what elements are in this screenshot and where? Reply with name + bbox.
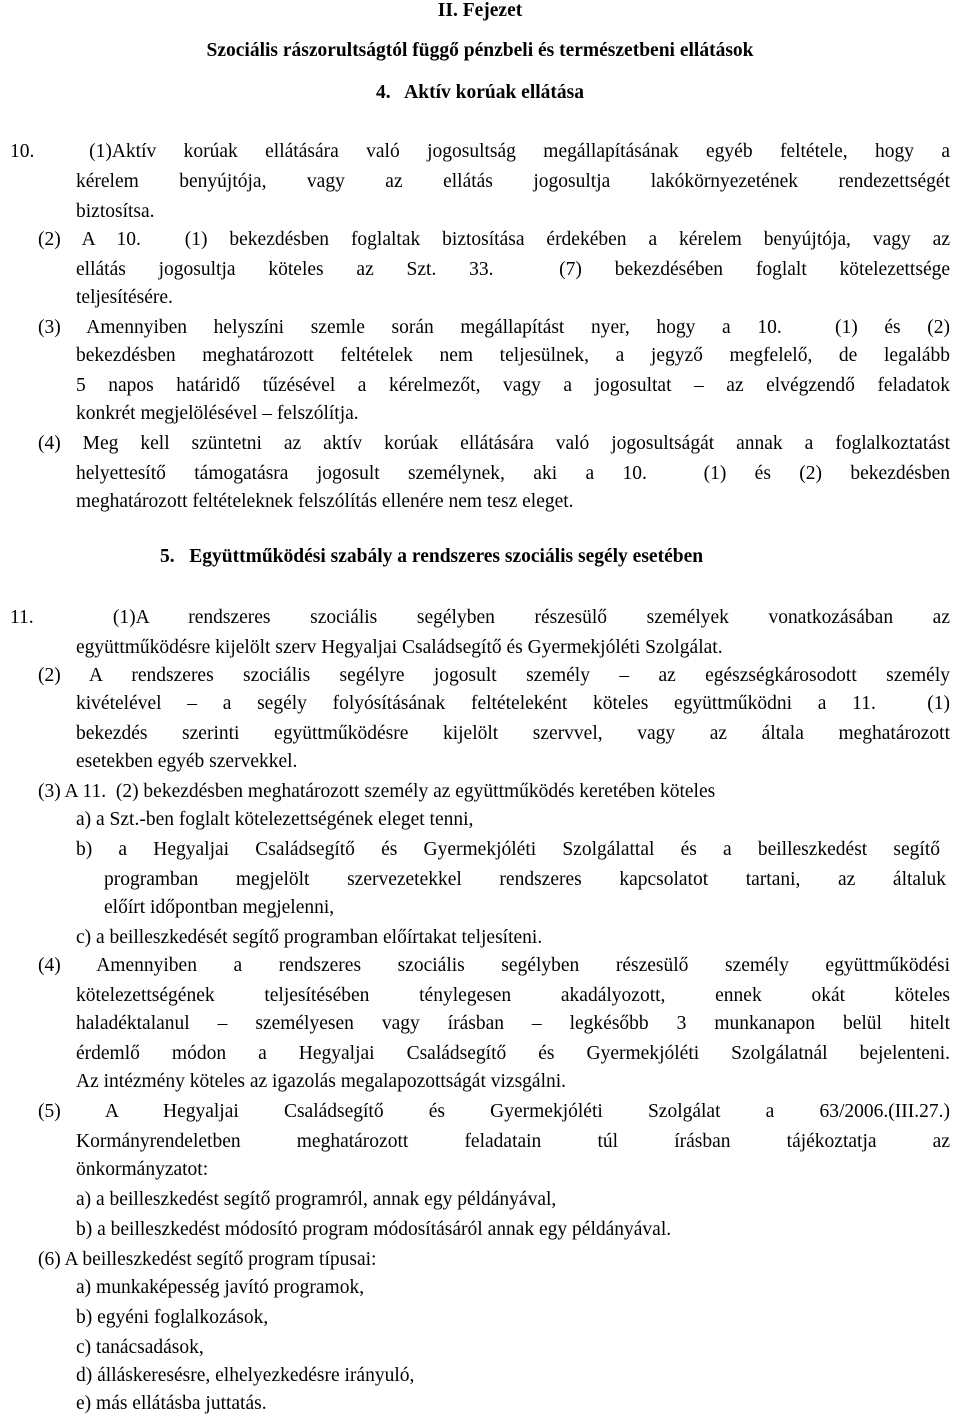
p11-line-6: esetekben egyéb szervekkel. <box>76 751 298 772</box>
p11-line-2: együttműködésre kijelölt szerv Hegyaljai Családsegítő és Gyermekjóléti Szolgálat. <box>76 637 723 658</box>
p10-line-2: kérelem benyújtója, vagy az ellátás jogosultja lakókörnyezetének rendezettségét <box>76 171 950 192</box>
p10-line-11: (4) Meg kell szüntetni az aktív korúak ellátására való jogosultságát annak a foglalkoztatást <box>38 433 950 454</box>
p11-line-26: c) tanácsadások, <box>76 1337 204 1358</box>
p11-line-22: b) a beilleszkedést módosító program módosításáról annak egy példányával. <box>76 1219 672 1240</box>
p10-line-4: (2) A 10. (1) bekezdésben foglaltak biztosítása érdekében a kérelem benyújtója, vagy az <box>38 229 950 250</box>
p10-line-12: helyettesítő támogatásra jogosult személynek, aki a 10. (1) és (2) bekezdésben <box>76 463 950 484</box>
p11-line-12: c) a beilleszkedését segítő programban előírtakat teljesíteni. <box>76 927 543 948</box>
p11-line-25: b) egyéni foglalkozások, <box>76 1307 269 1328</box>
p11-line-10: programban megjelölt szervezetekkel rendszeres kapcsolatot tartani, az általuk <box>104 869 946 890</box>
p11-line-11: előírt időpontban megjelenni, <box>104 897 335 918</box>
p11-line-17: Az intézmény köteles az igazolás megalapozottságát vizsgálni. <box>76 1071 567 1092</box>
p11-line-24: a) munkaképesség javító programok, <box>76 1277 365 1298</box>
p11-line-27: d) álláskeresésre, elhelyezkedésre irányuló, <box>76 1365 415 1386</box>
p11-line-3: (2) A rendszeres szociális segélyre jogosult személy – az egészségkárosodott személy <box>38 665 950 686</box>
p10-line-1: 10. (1)Aktív korúak ellátására való jogosultság megállapításának egyéb feltétele, hogy a <box>10 141 950 162</box>
p11-line-20: önkormányzatot: <box>76 1159 209 1180</box>
p10-line-7: (3) Amennyiben helyszíni szemle során megállapítást nyer, hogy a 10. (1) és (2) <box>38 317 950 338</box>
p11-line-8: a) a Szt.-ben foglalt kötelezettségének eleget tenni, <box>76 809 474 830</box>
p11-line-7: (3) A 11. (2) bekezdésben meghatározott személy az együttműködés keretében köteles <box>38 781 716 802</box>
p11-line-13: (4) Amennyiben a rendszeres szociális segélyben részesülő személy együttműködési <box>38 955 950 976</box>
p11-line-4: kivételével – a segély folyósításának feltételeként köteles együttműködni a 11. (1) <box>76 693 950 714</box>
p11-line-19: Kormányrendeletben meghatározott feladatain túl írásban tájékoztatja az <box>76 1131 950 1152</box>
p11-line-18: (5) A Hegyaljai Családsegítő és Gyermekjóléti Szolgálat a 63/2006.(III.27.) <box>38 1101 950 1122</box>
section-4-title: 4. Aktív korúak ellátása <box>375 82 585 103</box>
p10-line-3: biztosítsa. <box>76 201 155 222</box>
p10-line-13: meghatározott feltételeknek felszólítás ellenére nem tesz eleget. <box>76 491 574 512</box>
p10-line-5: ellátás jogosultja köteles az Szt. 33. (7) bekezdésében foglalt kötelezettsége <box>76 259 950 280</box>
section-5-title: 5. Együttműködési szabály a rendszeres szociális segély esetében <box>160 546 704 567</box>
p11-line-5: bekezdés szerinti együttműködésre kijelölt szervvel, vagy az általa meghatározott <box>76 723 950 744</box>
p11-line-1: 11. (1)A rendszeres szociális segélyben részesülő személyek vonatkozásában az <box>10 607 950 628</box>
p11-line-14: kötelezettségének teljesítésében ténylegesen akadályozott, ennek okát köteles <box>76 985 950 1006</box>
p11-line-21: a) a beilleszkedést segítő programról, annak egy példányával, <box>76 1189 557 1210</box>
p10-line-8: bekezdésben meghatározott feltételek nem teljesülnek, a jegyző megfelelő, de legalább <box>76 345 950 366</box>
chapter-heading: II. Fejezet <box>437 0 523 21</box>
p11-line-15: haladéktalanul – személyesen vagy írásban – legkésőbb 3 munkanapon belül hitelt <box>76 1013 950 1034</box>
p11-line-28: e) más ellátásba juttatás. <box>76 1393 267 1414</box>
p11-line-16: érdemlő módon a Hegyaljai Családsegítő és Gyermekjóléti Szolgálatnál bejelenteni. <box>76 1043 950 1064</box>
chapter-title: Szociális rászorultságtól függő pénzbeli és természetbeni ellátások <box>206 40 754 61</box>
p11-line-23: (6) A beilleszkedést segítő program típusai: <box>38 1249 377 1270</box>
p10-line-10: konkrét megjelölésével – felszólítja. <box>76 403 359 424</box>
p10-line-9: 5 napos határidő tűzésével a kérelmezőt, vagy a jogosultat – az elvégzendő feladatok <box>76 375 950 396</box>
p10-line-6: teljesítésére. <box>76 287 173 308</box>
p11-line-9: b) a Hegyaljai Családsegítő és Gyermekjóléti Szolgálattal és a beilleszkedést segítő <box>76 839 940 860</box>
